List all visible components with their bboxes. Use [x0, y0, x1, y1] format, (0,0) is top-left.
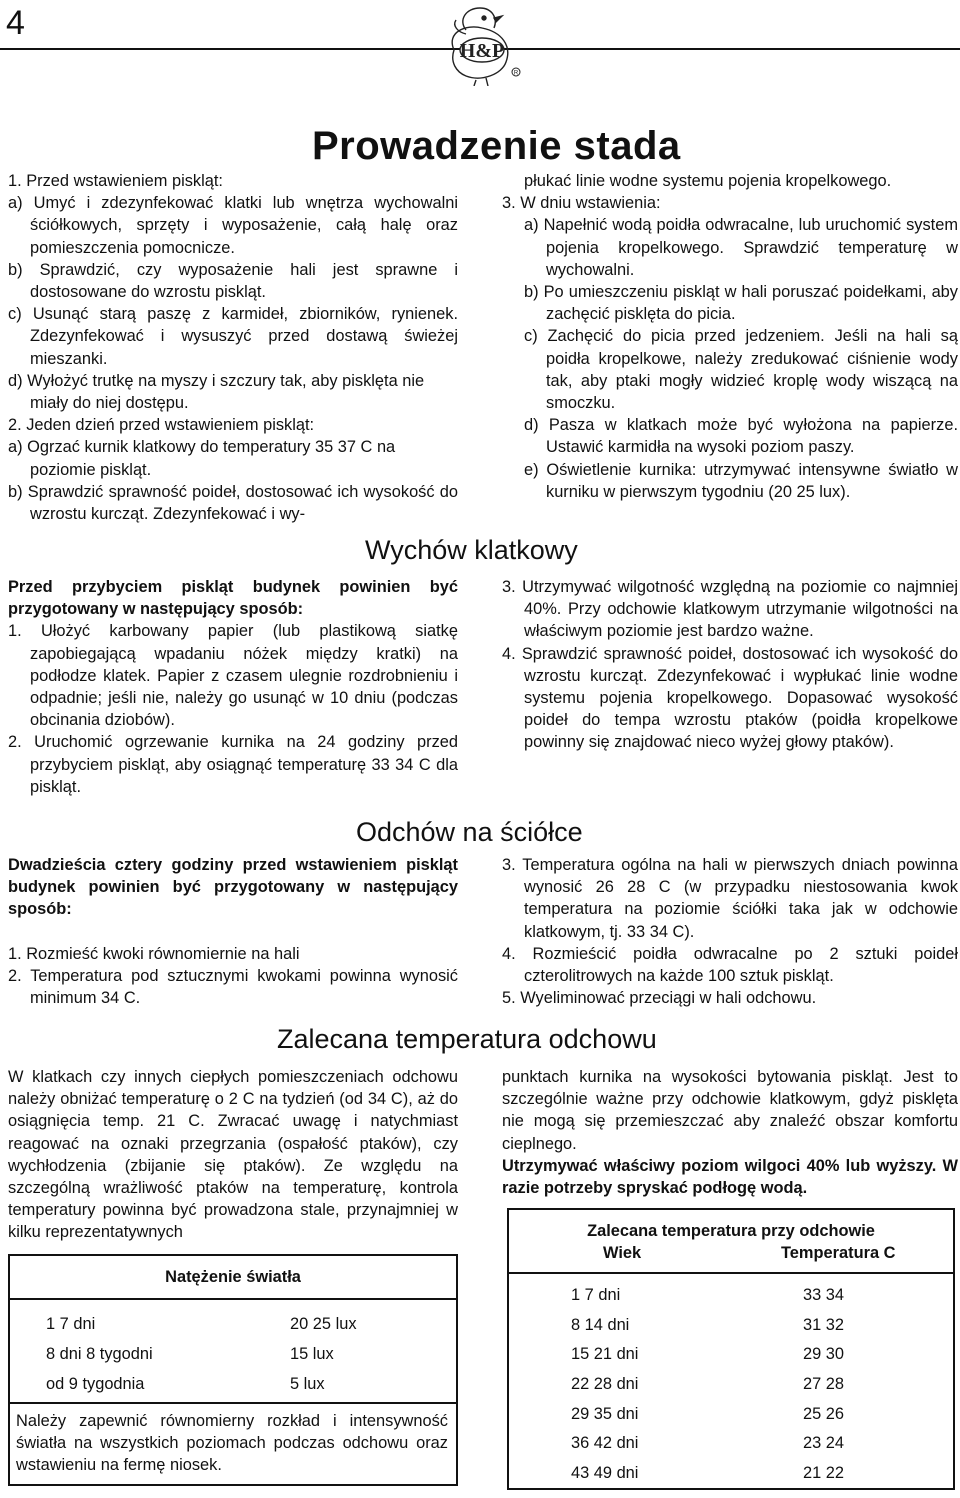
table-row: [571, 1340, 871, 1370]
list-item: 1. Ułożyć karbowany papier (lub plastikową siatkę zapobiegającą wpadaniu nóżek między kratki) na podłodze klatek. Papier z czasem ulegnie rozdrobnieniu i odpadnie; jeśli nie, należy go usunąć w 10 dniu (podczas obcinania dziobów).: [8, 622, 458, 730]
list-item: a) Umyć i zdezynfekować klatki lub wnętrza wychowalni ściółkowych, sprzęty i wyposażenie, całą halę oraz pomieszczenia pomocnicze.: [8, 194, 458, 257]
column-header-temperature: Temperatura C: [781, 1244, 896, 1262]
age-cell: 36 42 dni: [571, 1434, 639, 1453]
age-cell: 8 dni 8 tygodni: [46, 1344, 153, 1363]
section4-right-column: [502, 1066, 958, 1199]
light-table: [46, 1309, 426, 1399]
table-row: [46, 1339, 426, 1369]
light-intensity-box: [8, 1254, 458, 1486]
list-item: 3. Utrzymywać wilgotność względną na poziomie co najmniej 40%. Przy odchowie klatkowym utrzymanie wilgotności na właściwym poziomie jest bardzo ważne.: [502, 578, 958, 641]
temp-cell: 25 26: [803, 1404, 845, 1423]
section1-right-column: [502, 170, 958, 503]
section-heading-temperatura: Zalecana temperatura odchowu: [277, 1024, 657, 1054]
temp-cell: 29 30: [803, 1345, 845, 1364]
divider: [10, 1402, 456, 1404]
lux-cell: 15 lux: [290, 1344, 334, 1363]
temp-cell: 21 22: [803, 1463, 845, 1482]
list-item: d) Wyłożyć trutkę na myszy i szczury tak, aby pisklęta nie miały do niej dostępu.: [8, 371, 425, 413]
section2-left-column: [8, 576, 458, 798]
list-item: 5. Wyeliminować przeciągi w hali odchowu.: [502, 989, 817, 1008]
list-item: d) Pasza w klatkach może być wyłożona na papierze. Ustawić karmidła na wysoki poziom paszy.: [524, 416, 958, 457]
lux-cell: 20 25 lux: [290, 1314, 357, 1333]
list-item: a) Napełnić wodą poidła odwracalne, lub uruchomić system pojenia kropelkowego. Sprawdzić temperaturę w wychowalni.: [524, 216, 958, 279]
list-item: 2. Uruchomić ogrzewanie kurnika na 24 godziny przed przybyciem piskląt, aby osiągnąć temperaturę 33 34 C dla piskląt.: [8, 733, 458, 796]
table-row: [571, 1459, 871, 1489]
divider: [509, 1272, 953, 1274]
divider: [10, 1298, 456, 1300]
list-item: płukać linie wodne systemu pojenia kropelkowego.: [524, 172, 892, 190]
table-row: [571, 1370, 871, 1400]
table-row: [571, 1311, 871, 1341]
temperature-table-box: [507, 1208, 955, 1490]
section3-left-column: [8, 854, 458, 1009]
table-row: [571, 1399, 871, 1429]
section-intro: Przed przybyciem piskląt budynek powinien być przygotowany w następujący sposób:: [8, 578, 458, 619]
age-cell: 1 7 dni: [571, 1286, 621, 1305]
temp-cell: 27 28: [803, 1375, 845, 1394]
table-row: [46, 1309, 426, 1339]
list-item: a) Ogrzać kurnik klatkowy do temperatury 35 37 C na poziomie piskląt.: [8, 438, 396, 479]
light-box-note: Należy zapewnić równomierny rozkład i intensywność światła na wszystkich poziomach podczas odchowu oraz wstawieniu na fermę niosek.: [16, 1412, 448, 1475]
list-item: 3. W dniu wstawienia:: [502, 194, 661, 213]
age-cell: 43 49 dni: [571, 1463, 639, 1482]
temp-cell: 33 34: [803, 1286, 845, 1305]
humidity-note: Utrzymywać właściwy poziom wilgoci 40% lub wyższy. W razie potrzeby spryskać podłogę wodą.: [502, 1156, 958, 1198]
table-row: [46, 1369, 426, 1399]
list-item: c) Usunąć starą paszę z karmideł, zbiorników, rynienek. Zdezynfekować i wysuszyć przed dostawą świeżej mieszanki.: [8, 305, 458, 368]
list-item: 4. Sprawdzić sprawność poideł, dostosować ich wysokość do wzrostu kurcząt. Zdezynfekować i wypłukać linie wodne systemu pojenia kropelkowego. Dopasować wysokość poideł do tempa wzrostu ptaków (poidła kropelkowe powinny się znajdować nieco wyżej głowy ptaków).: [502, 644, 958, 752]
section-intro: Dwadzieścia cztery godziny przed wstawieniem piskląt budynek powinien być przygotowany w następujący sposób:: [8, 856, 458, 919]
age-cell: 15 21 dni: [571, 1345, 639, 1364]
temp-cell: 31 32: [803, 1315, 845, 1334]
list-item: 1. Przed wstawieniem piskląt:: [8, 172, 223, 190]
section2-right-column: [502, 576, 958, 754]
temp-cell: 23 24: [803, 1434, 845, 1453]
temperature-table: [571, 1281, 871, 1488]
age-cell: 1 7 dni: [46, 1314, 96, 1333]
age-cell: 29 35 dni: [571, 1404, 639, 1423]
table-row: [571, 1281, 871, 1311]
list-item: e) Oświetlenie kurnika: utrzymywać intensywne światło w kurniku w pierwszym tygodniu (20 25 lux).: [524, 460, 958, 501]
list-item: b) Sprawdzić sprawność poideł, dostosować ich wysokość do wzrostu kurcząt. Zdezynfekować i wy-: [8, 482, 458, 524]
list-item: c) Zachęcić do picia przed jedzeniem. Jeśli na hali są poidła kropelkowe, należy zredukować ciśnienie wody tak, aby ptaki mogły widzieć kroplę wody wiszącą na smoczku.: [524, 327, 958, 413]
section4-right-text: punktach kurnika na wysokości bytowania piskląt. Jest to szczególnie ważne przy odchowie klatkowym, gdyż pisklęta nie mogą się przemieszczać aby znaleźć obszar komfortu cieplnego.: [502, 1068, 958, 1153]
list-item: 1. Rozmieść kwoki równomiernie na hali: [8, 944, 300, 963]
temp-box-title: Zalecana temperatura przy odchowie: [587, 1222, 875, 1240]
svg-text:H&P: H&P: [459, 40, 505, 62]
chick-logo-icon: [436, 2, 526, 86]
svg-text:R: R: [513, 70, 519, 77]
list-item: 3. Temperatura ogólna na hali w pierwszych dniach powinna wynosić 26 28 C (w przypadku niestosowania kwok temperatura na poziomie ściółki taka jak w odchowie klatkowym, tj. 33 34 C).: [502, 856, 958, 941]
section1-left-column: [8, 170, 458, 525]
light-box-title: Natężenie światła: [165, 1268, 301, 1286]
table-row: [571, 1429, 871, 1459]
section-heading-odchow: Odchów na ściółce: [356, 817, 583, 847]
page-number: 4: [6, 4, 25, 42]
list-item: b) Sprawdzić, czy wyposażenie hali jest sprawne i dostosowane do wzrostu piskląt.: [8, 260, 458, 302]
list-item: 4. Rozmieścić poidła odwracalne po 2 sztuki poideł czterolitrowych na każde 100 sztuk piskląt.: [502, 944, 958, 986]
section4-left-text: W klatkach czy innych ciepłych pomieszczeniach odchowu należy obniżać temperaturę o 2 C na tydzień (od 34 C), aż do osiągnięcia temp. 21 C. Zwracać uwagę i natychmiast reagować na oznaki przegrzania (ospałość ptaków), czy wychłodzenia (zbijanie się ptaków). Ze względu na szczególną wrażliwość ptaków na temperaturę, kontrola temperatury powinna być prowadzona stale, przynajmniej w kilku reprezentatywnych: [8, 1068, 458, 1242]
section3-right-column: [502, 854, 958, 1009]
list-item: 2. Jeden dzień przed wstawieniem piskląt:: [8, 416, 315, 435]
age-cell: 8 14 dni: [571, 1315, 630, 1334]
lux-cell: 5 lux: [290, 1374, 325, 1393]
age-cell: 22 28 dni: [571, 1375, 639, 1394]
age-cell: od 9 tygodnia: [46, 1374, 145, 1393]
page-title: Prowadzenie stada: [312, 124, 681, 168]
column-header-age: Wiek: [603, 1244, 642, 1262]
section-heading-wychow: Wychów klatkowy: [365, 535, 578, 565]
list-item: b) Po umieszczeniu piskląt w hali poruszać poidełkami, aby zachęcić pisklęta do picia.: [524, 283, 958, 324]
list-item: 2. Temperatura pod sztucznymi kwokami powinna wynosić minimum 34 C.: [8, 966, 458, 1008]
